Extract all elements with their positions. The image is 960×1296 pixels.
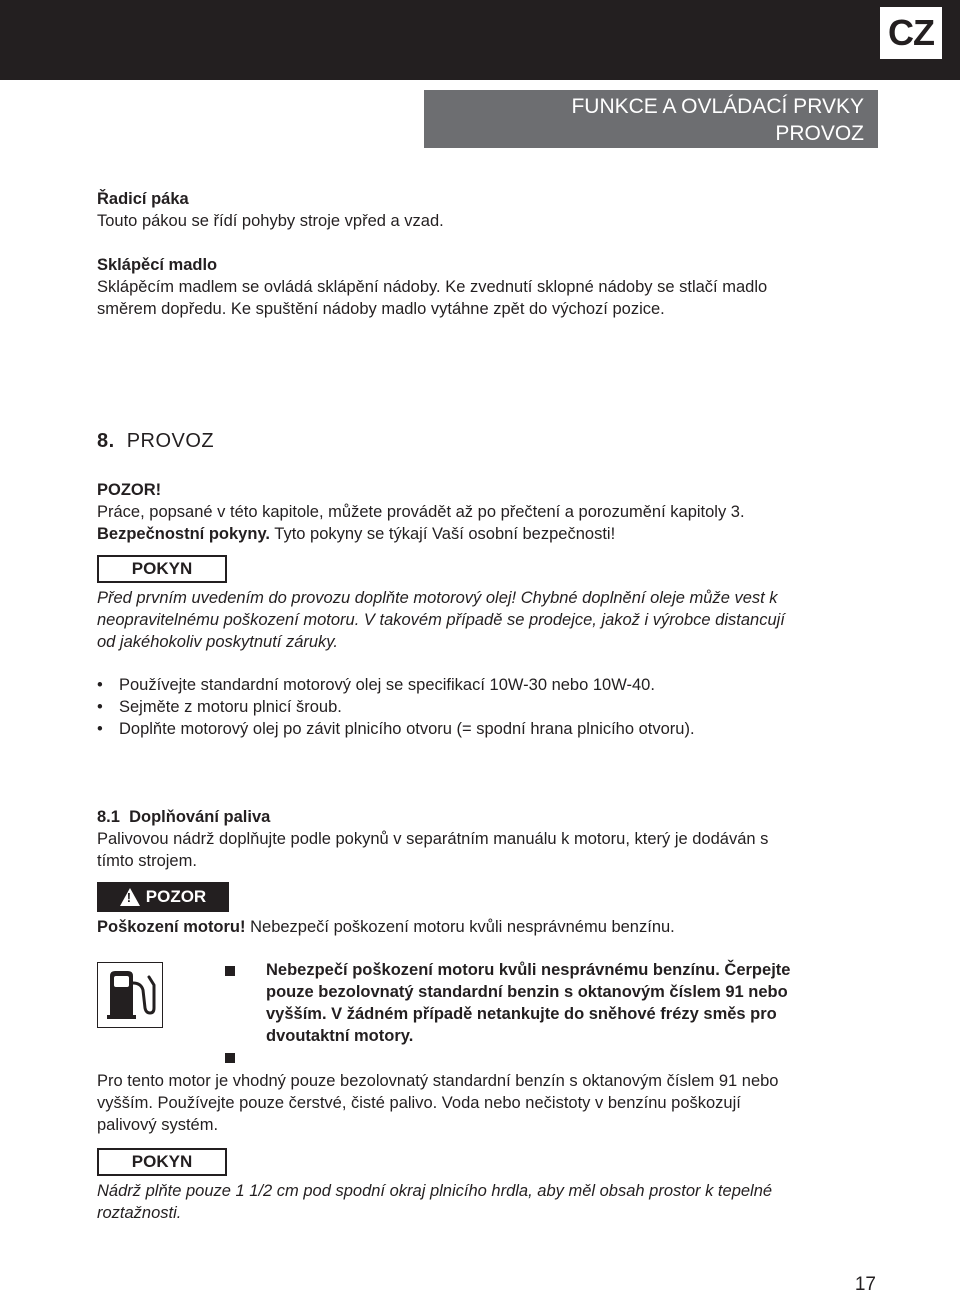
page-number: 17 bbox=[854, 1274, 876, 1295]
fuel-suitable-1: Pro tento motor je vhodný pouze bezolovnatý standardní benzín s oktanovým číslem 91 nebo bbox=[97, 1072, 779, 1090]
warning-label bbox=[97, 882, 229, 912]
engine-damage-bold: Poškození motoru! bbox=[97, 918, 246, 936]
section-8-1-heading bbox=[97, 806, 270, 828]
safety-chapter-ref: Bezpečnostní pokyny. bbox=[97, 525, 270, 543]
note-label: POKYN bbox=[97, 555, 227, 583]
refuel-intro-2: tímto strojem. bbox=[97, 852, 197, 870]
list-item: • Používejte standardní motorový olej se specifikací 10W-30 nebo 10W-40. bbox=[97, 674, 695, 696]
caution-heading: POZOR! bbox=[97, 481, 162, 499]
warning-triangle-icon bbox=[120, 888, 140, 906]
shift-lever-text: Touto pákou se řídí pohyby stroje vpřed a vzad. bbox=[97, 212, 444, 230]
fuel-pump-icon bbox=[97, 962, 163, 1028]
tip-handle-text-2: směrem dopředu. Ke spuštění nádoby madlo vytáhne zpět do výchozí pozice. bbox=[97, 300, 665, 318]
caution-text-2 bbox=[97, 523, 615, 545]
refuel-intro-1: Palivovou nádrž doplňujte podle pokynů v separátním manuálu k motoru, který je dodáván s bbox=[97, 830, 769, 848]
tip-handle-text-1: Sklápěcím madlem se ovládá sklápění nádoby. Ke zvednutí sklopné nádoby se stlačí madlo bbox=[97, 278, 768, 296]
oil-note-2: neopravitelnému poškození motoru. V takovém případě se prodejce, jakož i výrobce distancují bbox=[97, 611, 785, 629]
oil-note-1: Před prvním uvedením do provozu doplňte motorový olej! Chybné doplnění oleje může vest k bbox=[97, 589, 778, 607]
chapter-header bbox=[424, 90, 878, 148]
list-item: • Doplňte motorový olej po závit plnicího otvoru (= spodní hrana plnicího otvoru). bbox=[97, 718, 695, 740]
fuel-warning-line-3: vyšším. V žádném případě netankujte do sněhové frézy směs pro bbox=[266, 1005, 777, 1023]
warning-label-text: POZOR bbox=[145, 887, 207, 906]
fuel-suitable-3: palivový systém. bbox=[97, 1116, 219, 1134]
fuel-pump-graphic bbox=[98, 963, 161, 1026]
fill-note-2: roztažnosti. bbox=[97, 1204, 182, 1222]
header-line-2: PROVOZ bbox=[775, 122, 864, 145]
fuel-suitable-2: vyšším. Používejte pouze čerstvé, čisté palivo. Voda nebo nečistoty v benzínu poškozují bbox=[97, 1094, 741, 1112]
engine-damage-text bbox=[97, 916, 675, 938]
engine-damage-rest: Nebezpečí poškození motoru kvůli nesprávnému benzínu. bbox=[245, 918, 675, 936]
caution-text-2-rest: Tyto pokyny se týkají Vaší osobní bezpečnosti! bbox=[269, 525, 616, 543]
section-8-heading bbox=[97, 430, 214, 453]
fuel-warning-line-2: pouze bezolovnatý standardní benzin s oktanovým číslem 91 nebo bbox=[266, 983, 788, 1001]
caution-text-1: Práce, popsané v této kapitole, můžete provádět až po přečtení a porozumění kapitoly 3. bbox=[97, 503, 745, 521]
square-bullet bbox=[225, 966, 235, 976]
fuel-warning-line-1: Nebezpečí poškození motoru kvůli nesprávnému benzínu. Čerpejte bbox=[266, 961, 791, 979]
top-bar bbox=[0, 0, 960, 80]
shift-lever-title: Řadicí páka bbox=[97, 190, 189, 208]
fill-note-1: Nádrž plňte pouze 1 1/2 cm pod spodní okraj plnicího hrdla, aby měl obsah prostor k tepelné bbox=[97, 1182, 773, 1200]
fuel-warning-line-4: dvoutaktní motory. bbox=[266, 1027, 414, 1045]
note-label-2: POKYN bbox=[97, 1148, 227, 1176]
subsection-title: Doplňování paliva bbox=[129, 808, 271, 826]
oil-steps-list bbox=[97, 674, 695, 740]
section-number: 8. bbox=[97, 430, 115, 452]
header-line-1: FUNKCE A OVLÁDACÍ PRVKY bbox=[571, 95, 864, 118]
language-badge: CZ bbox=[880, 7, 942, 59]
tip-handle-title: Sklápěcí madlo bbox=[97, 256, 218, 274]
subsection-number: 8.1 bbox=[97, 808, 120, 826]
fuel-warning-text bbox=[266, 959, 866, 1047]
oil-note-3: od jakéhokoliv poskytnutí záruky. bbox=[97, 633, 338, 651]
square-bullet bbox=[225, 1053, 235, 1063]
list-item: • Sejměte z motoru plnicí šroub. bbox=[97, 696, 695, 718]
section-title: PROVOZ bbox=[126, 430, 215, 452]
